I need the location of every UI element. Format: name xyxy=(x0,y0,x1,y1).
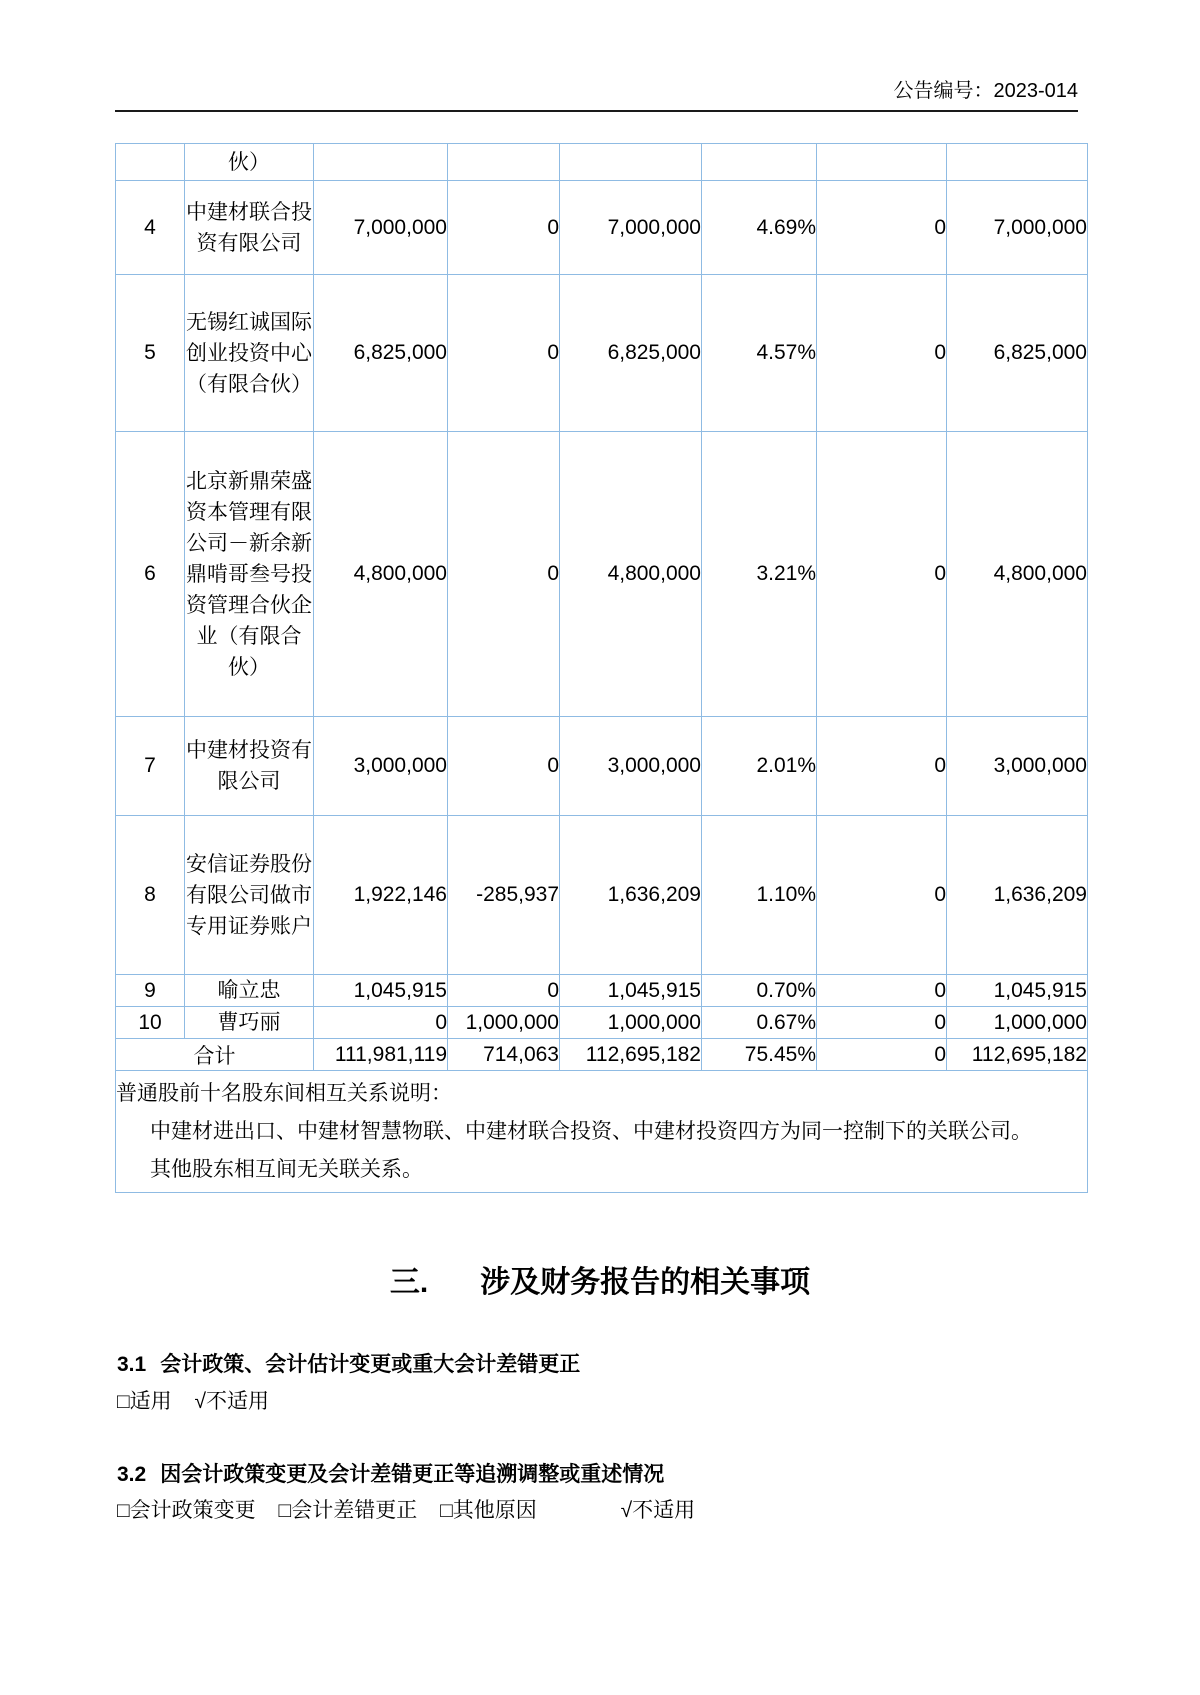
value-cell: 1,000,000 xyxy=(448,1007,560,1039)
rank-cell: 8 xyxy=(116,816,185,975)
note-line: 中建材进出口、中建材智慧物联、中建材联合投资、中建材投资四方为同一控制下的关联公司。 xyxy=(150,1120,1032,1143)
shareholder-name: 中建材投资有限公司 xyxy=(185,717,314,816)
subsection-3-1-heading xyxy=(117,1352,580,1378)
shareholder-name: 曹巧丽 xyxy=(185,1007,314,1039)
table-row xyxy=(116,1007,1088,1039)
value-cell: 2.01% xyxy=(702,717,817,816)
table-row-carryover xyxy=(116,144,1088,181)
table-row xyxy=(116,717,1088,816)
value-cell: 0 xyxy=(817,432,947,717)
table-row xyxy=(116,975,1088,1007)
shareholder-name-fragment: 伙） xyxy=(185,144,314,181)
table-total-row xyxy=(116,1039,1088,1071)
value-cell: 3,000,000 xyxy=(560,717,702,816)
value-cell: 0 xyxy=(817,1007,947,1039)
value-cell xyxy=(702,144,817,181)
value-cell xyxy=(448,144,560,181)
value-cell: 1,636,209 xyxy=(560,816,702,975)
value-cell: 1,636,209 xyxy=(947,816,1088,975)
total-value-cell: 0 xyxy=(817,1039,947,1071)
total-value-cell: 714,063 xyxy=(448,1039,560,1071)
value-cell: 0 xyxy=(448,432,560,717)
rank-cell: 6 xyxy=(116,432,185,717)
value-cell: 0 xyxy=(314,1007,448,1039)
shareholder-name: 中建材联合投资有限公司 xyxy=(185,181,314,275)
checkbox-option-other-reason: □其他原因 xyxy=(440,1499,537,1522)
value-cell: 7,000,000 xyxy=(560,181,702,275)
value-cell xyxy=(314,144,448,181)
value-cell: 0 xyxy=(817,275,947,432)
value-cell: 0 xyxy=(448,181,560,275)
value-cell: 7,000,000 xyxy=(314,181,448,275)
value-cell: 0 xyxy=(817,816,947,975)
top-shareholders-table xyxy=(115,143,1088,1193)
subsection-3-2-heading xyxy=(117,1462,664,1488)
value-cell: 1,045,915 xyxy=(560,975,702,1007)
value-cell: 6,825,000 xyxy=(560,275,702,432)
value-cell: 3,000,000 xyxy=(947,717,1088,816)
value-cell xyxy=(560,144,702,181)
shareholder-name: 北京新鼎荣盛资本管理有限公司－新余新鼎啃哥叁号投资管理合伙企业（有限合伙） xyxy=(185,432,314,717)
value-cell: 4,800,000 xyxy=(560,432,702,717)
total-label-cell: 合计 xyxy=(116,1039,314,1071)
value-cell: 0 xyxy=(817,975,947,1007)
subsection-number: 3.2 xyxy=(117,1463,147,1486)
value-cell: 0.67% xyxy=(702,1007,817,1039)
value-cell: 6,825,000 xyxy=(314,275,448,432)
rank-cell: 7 xyxy=(116,717,185,816)
value-cell: 4.57% xyxy=(702,275,817,432)
rank-cell: 10 xyxy=(116,1007,185,1039)
shareholder-name: 无锡红诚国际创业投资中心（有限合伙） xyxy=(185,275,314,432)
value-cell: 6,825,000 xyxy=(947,275,1088,432)
rank-cell: 9 xyxy=(116,975,185,1007)
value-cell: 0 xyxy=(817,717,947,816)
section-title-text: 涉及财务报告的相关事项 xyxy=(480,1266,811,1299)
note-title: 普通股前十名股东间相互关系说明： xyxy=(116,1082,452,1105)
table-row xyxy=(116,275,1088,432)
total-value-cell: 112,695,182 xyxy=(560,1039,702,1071)
checkbox-option-error-correction: □会计差错更正 xyxy=(278,1499,418,1522)
value-cell: 1,045,915 xyxy=(947,975,1088,1007)
value-cell: 0 xyxy=(448,717,560,816)
checked-option-not-applicable: √不适用 xyxy=(194,1390,270,1413)
total-value-cell: 111,981,119 xyxy=(314,1039,448,1071)
subsection-3-1-options xyxy=(117,1389,269,1415)
value-cell xyxy=(947,144,1088,181)
section-three-title xyxy=(0,1262,1200,1304)
value-cell: 0 xyxy=(448,275,560,432)
subsection-title-text: 会计政策、会计估计变更或重大会计差错更正 xyxy=(160,1353,581,1376)
value-cell: 3,000,000 xyxy=(314,717,448,816)
table-row xyxy=(116,816,1088,975)
checkbox-option-policy-change: □会计政策变更 xyxy=(117,1499,256,1522)
value-cell: 0.70% xyxy=(702,975,817,1007)
announcement-number: 公告编号：2023-014 xyxy=(115,78,1078,112)
rank-cell xyxy=(116,144,185,181)
value-cell: 1,045,915 xyxy=(314,975,448,1007)
table-note-row xyxy=(116,1071,1088,1193)
total-value-cell: 75.45% xyxy=(702,1039,817,1071)
total-value-cell: 112,695,182 xyxy=(947,1039,1088,1071)
value-cell: 0 xyxy=(817,181,947,275)
section-number: 三. xyxy=(389,1266,429,1299)
value-cell: 1,922,146 xyxy=(314,816,448,975)
value-cell xyxy=(817,144,947,181)
checked-option-not-applicable: √不适用 xyxy=(620,1499,696,1522)
value-cell: 3.21% xyxy=(702,432,817,717)
value-cell: 4,800,000 xyxy=(947,432,1088,717)
value-cell: 1,000,000 xyxy=(947,1007,1088,1039)
relationship-note-cell xyxy=(116,1071,1088,1193)
subsection-number: 3.1 xyxy=(117,1353,147,1376)
shareholder-name: 喻立忠 xyxy=(185,975,314,1007)
value-cell: -285,937 xyxy=(448,816,560,975)
value-cell: 4,800,000 xyxy=(314,432,448,717)
note-line: 其他股东相互间无关联关系。 xyxy=(150,1158,423,1181)
table-row xyxy=(116,432,1088,717)
subsection-title-text: 因会计政策变更及会计差错更正等追溯调整或重述情况 xyxy=(160,1463,665,1486)
rank-cell: 5 xyxy=(116,275,185,432)
table-row xyxy=(116,181,1088,275)
rank-cell: 4 xyxy=(116,181,185,275)
checkbox-option-applicable: □适用 xyxy=(117,1390,172,1413)
value-cell: 4.69% xyxy=(702,181,817,275)
value-cell: 1.10% xyxy=(702,816,817,975)
shareholder-name: 安信证券股份有限公司做市专用证券账户 xyxy=(185,816,314,975)
value-cell: 1,000,000 xyxy=(560,1007,702,1039)
value-cell: 7,000,000 xyxy=(947,181,1088,275)
value-cell: 0 xyxy=(448,975,560,1007)
subsection-3-2-options xyxy=(117,1498,695,1524)
